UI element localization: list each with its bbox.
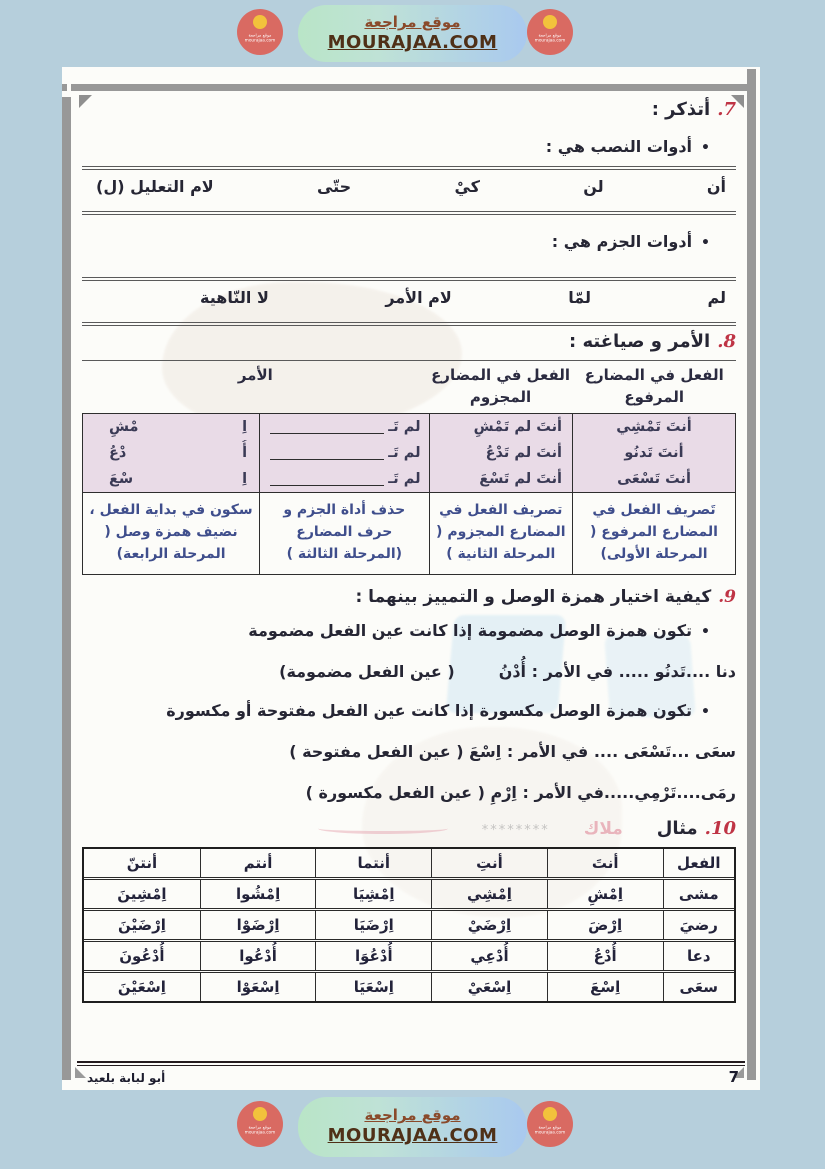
verb-table-column-headers xyxy=(82,365,736,409)
site-name-arabic: موقع مراجعة xyxy=(364,12,461,31)
nasb-tool: أن xyxy=(706,177,726,196)
badge-sun-icon xyxy=(253,1107,267,1121)
badge-sun-icon xyxy=(253,15,267,29)
site-header-band xyxy=(0,0,825,67)
page-number: 7 xyxy=(728,1068,739,1086)
stage-4: سكون في بداية الفعل ، نضيف همزة وصل ( المرحلة الرابعة) xyxy=(89,501,253,563)
conjugation-header-row: الفعل أنتَ أنتِ أنتما أنتم أنتنّ xyxy=(84,849,734,877)
rule-damma: • تكون همزة الوصل مضمومة إذا كانت عين الفعل مضمومة xyxy=(248,620,710,640)
frame-bar-top xyxy=(71,84,749,91)
cell-amr: اِ مْشِ أُ دْعُ اِ سْعَ xyxy=(109,418,248,487)
nasb-tool: كيْ xyxy=(454,177,480,196)
jazm-tool: لم xyxy=(707,288,726,307)
table-row: دعا أُدْعُ أُدْعِي أُدْعُوَا أُدْعُوا أُدْعُونَ xyxy=(84,939,734,970)
section-number: 8. xyxy=(717,331,736,352)
table-row: رضيَ اِرْضَ اِرْضَيْ اِرْضَيَا اِرْضَوْا اِرْضَيْنَ xyxy=(84,908,734,939)
table-row-examples xyxy=(83,414,735,493)
section-10-heading xyxy=(82,818,736,839)
frame-bar-left xyxy=(62,97,71,1080)
table-row: سعَى اِسْعَ اِسْعَيْ اِسْعَيَا اِسْعَوْا اِسْعَيْنَ xyxy=(84,970,734,1001)
worksheet-content xyxy=(82,93,736,1003)
jazm-tools-label: • أدوات الجزم هي : xyxy=(551,232,710,251)
bullet-icon: • xyxy=(701,140,710,156)
jazm-tool: لا النّاهية xyxy=(200,288,269,307)
nasb-tools-label: • أدوات النصب هي : xyxy=(545,137,710,156)
section-8-heading: 8.الأمر و صياغته : xyxy=(569,331,736,352)
watermark-scribble xyxy=(318,823,448,834)
fill-in-blank-line xyxy=(270,471,384,486)
section-7-heading: 7.أتذكر : xyxy=(651,99,736,120)
frame-bar-right xyxy=(747,69,756,1080)
example-kasra: رمَى....تَرْمِي.....في الأمر : اِرْمِ ( عين الفعل مكسورة ) xyxy=(305,782,736,802)
stage-1: تَصريف الفعل في المضارع المرفوع ( المرحلة الأولى) xyxy=(572,493,735,574)
badge-sun-icon xyxy=(543,15,557,29)
jazm-tool: لمّا xyxy=(568,288,591,307)
table-row-stages xyxy=(83,493,735,574)
author-name: أبو لبابة بلعيد xyxy=(87,1071,166,1085)
site-logo-badge: موقع مراجعة mourajaa.com xyxy=(527,1101,573,1147)
rule-kasra: • تكون همزة الوصل مكسورة إذا كانت عين الفعل مفتوحة أو مكسورة xyxy=(166,700,710,720)
section-number: 7. xyxy=(717,99,736,120)
watermark-asterisks: ******** xyxy=(481,822,550,838)
nasb-tool: لن xyxy=(583,177,604,196)
site-domain: MOURAJAA.COM xyxy=(327,31,498,53)
table-row: مشى اِمْشِ اِمْشِي اِمْشِيَا اِمْشُوا اِمْشِينَ xyxy=(84,877,734,908)
col-header-amr: الأمر xyxy=(237,366,273,384)
badge-sun-icon xyxy=(543,1107,557,1121)
example-fatha: سعَى ...تَسْعَى .... في الأمر : اِسْعَ ( عين الفعل مفتوحة ) xyxy=(289,741,736,761)
worksheet-page xyxy=(62,67,760,1090)
site-domain: MOURAJAA.COM xyxy=(327,1125,498,1147)
site-logo-badge: موقع مراجعة mourajaa.com xyxy=(237,1101,283,1147)
jazm-tools-row xyxy=(82,281,736,312)
site-footer-band xyxy=(0,1090,825,1169)
fill-in-blank-line xyxy=(270,445,384,460)
stage-2: تصريف الفعل في المضارع المجزوم ( المرحلة الثانية ) xyxy=(429,493,572,574)
cell-marfu: أنتَ تَمْشِي أنتَ تَدنُو أنتَ تَسْعَى xyxy=(572,414,735,492)
conjugation-table xyxy=(82,847,736,1003)
bullet-icon: • xyxy=(701,703,710,720)
site-banner-link[interactable] xyxy=(298,1097,527,1157)
stage-3: حذف أداة الجزم و حرف المضارع (المرحلة الثالثة ) xyxy=(259,493,429,574)
section-number: 10. xyxy=(704,817,736,839)
section-9-heading: 9.كيفية اختيار همزة الوصل و التمييز بينهما : xyxy=(355,586,736,607)
frame-corner-square xyxy=(62,84,67,91)
page-credit xyxy=(77,1061,745,1086)
bullet-icon: • xyxy=(701,235,710,251)
rule-line xyxy=(82,322,736,326)
nasb-tools-row xyxy=(82,170,736,201)
example-damma: دنا ....تَدنُو ..... في الأمر : أُدْنُ ( عين الفعل مضمومة) xyxy=(279,661,736,681)
fill-in-blank-line xyxy=(270,419,384,434)
nasb-tool: حتّى xyxy=(316,177,352,196)
site-logo-badge: موقع مراجعة mourajaa.com xyxy=(527,9,573,55)
site-logo-badge: موقع مراجعة mourajaa.com xyxy=(237,9,283,55)
watermark-handwriting: ملاك xyxy=(583,818,623,839)
section-number: 9. xyxy=(718,586,736,607)
rule-line xyxy=(82,211,736,215)
section-10-title: 10.مثال xyxy=(656,817,736,839)
imperative-formation-table xyxy=(82,413,736,575)
bullet-icon: • xyxy=(701,623,710,640)
cell-blank-practice: لم تَـ لم تَـ لم تَـ xyxy=(259,414,429,492)
rule-line xyxy=(82,360,736,361)
cell-majzum: أنتَ لم تَمْشِ أنتَ لم تَدْعُ أنتَ لم تَسْعَ xyxy=(429,414,572,492)
jazm-tool: لام الأمر xyxy=(385,288,452,307)
col-header-majzum: الفعل في المضارع المجزوم xyxy=(431,366,571,406)
col-header-marfu: الفعل في المضارع المرفوع xyxy=(584,366,724,406)
site-name-arabic: موقع مراجعة xyxy=(364,1106,461,1125)
site-banner-link[interactable] xyxy=(298,5,527,62)
nasb-tool: لام التعليل (ل) xyxy=(96,177,214,196)
